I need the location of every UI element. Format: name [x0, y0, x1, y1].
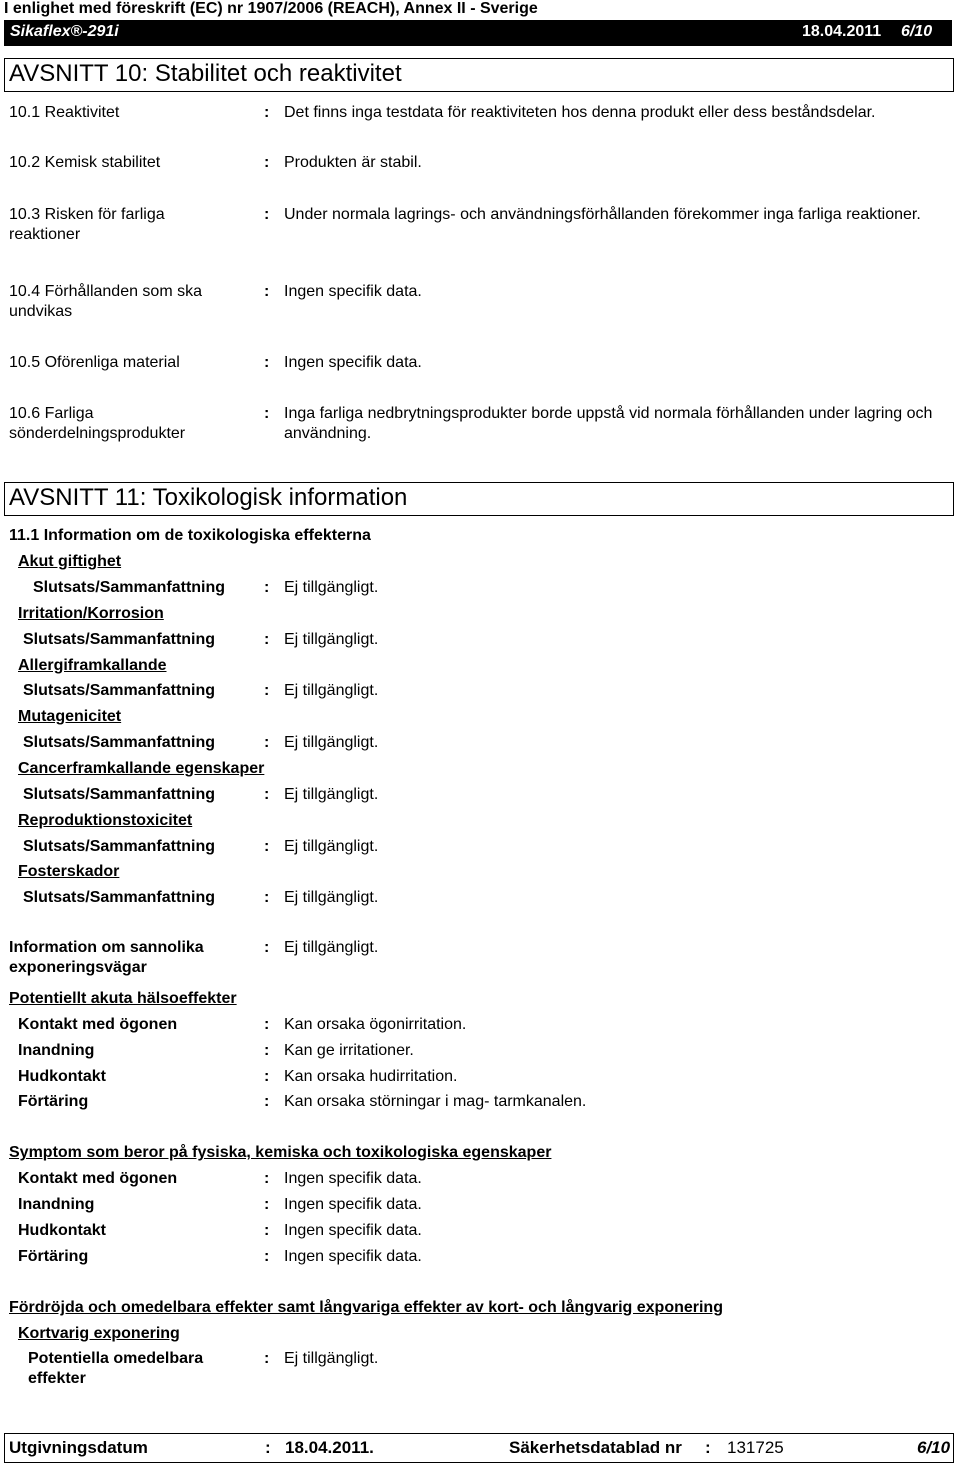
delayed-label: Potentiella omedelbara effekter — [28, 1350, 204, 1387]
row-label: 10.1 Reaktivitet — [9, 104, 120, 121]
symptoms-label: Förtäring — [18, 1248, 89, 1265]
row-value: Inga farliga nedbrytningsprodukter borde uppstå vid normala förhållanden under lagring och användning. — [284, 405, 933, 442]
colon: : — [264, 889, 270, 906]
group-heading: Reproduktionstoxicitet — [18, 812, 193, 829]
section-10-title: AVSNITT 10: Stabilitet och reaktivitet — [4, 58, 954, 92]
colon: : — [264, 1350, 270, 1367]
header-page-number: 6/10 — [901, 23, 933, 40]
document-header — [0, 0, 960, 46]
delayed-value: Ej tillgängligt. — [284, 1350, 379, 1367]
group-value: Ej tillgängligt. — [284, 786, 379, 803]
group-label: Slutsats/Sammanfattning — [23, 838, 216, 855]
colon: : — [264, 1170, 270, 1187]
colon: : — [264, 283, 270, 300]
row-value: Produkten är stabil. — [284, 154, 422, 171]
sds-number-value: 131725 — [727, 1438, 784, 1457]
group-value: Ej tillgängligt. — [284, 579, 379, 596]
group-label: Slutsats/Sammanfattning — [23, 734, 216, 751]
symptoms-value: Ingen specifik data. — [284, 1196, 422, 1213]
colon: : — [264, 734, 270, 751]
row-label: 10.4 Förhållanden som ska undvikas — [9, 283, 202, 320]
colon: : — [264, 104, 270, 121]
delayed-subheading: Kortvarig exponering — [18, 1325, 180, 1342]
colon: : — [264, 786, 270, 803]
issue-date-value: 18.04.2011. — [285, 1438, 374, 1457]
symptoms-value: Ingen specifik data. — [284, 1170, 422, 1187]
exposure-value: Ej tillgängligt. — [284, 939, 379, 956]
acute-value: Kan orsaka ögonirritation. — [284, 1016, 467, 1033]
group-value: Ej tillgängligt. — [284, 631, 379, 648]
group-label: Slutsats/Sammanfattning — [23, 682, 216, 699]
row-value: Det finns inga testdata för reaktiviteten hos denna produkt eller dess beståndsdelar. — [284, 104, 876, 121]
section-11-subtitle: 11.1 Information om de toxikologiska effekterna — [9, 527, 371, 544]
acute-heading: Potentiellt akuta hälsoeffekter — [9, 990, 237, 1007]
section-11-title: AVSNITT 11: Toxikologisk information — [4, 482, 954, 516]
group-heading: Fosterskador — [18, 863, 120, 880]
symptoms-value: Ingen specifik data. — [284, 1248, 422, 1265]
colon: : — [264, 206, 270, 223]
header-date: 18.04.2011 — [802, 23, 882, 40]
row-label: 10.2 Kemisk stabilitet — [9, 154, 161, 171]
colon: : — [265, 1438, 271, 1457]
colon: : — [264, 1196, 270, 1213]
acute-value: Kan orsaka hudirritation. — [284, 1068, 458, 1085]
regulation-line: I enlighet med föreskrift (EC) nr 1907/2006 (REACH), Annex II - Sverige — [4, 0, 538, 17]
colon: : — [264, 1248, 270, 1265]
colon: : — [264, 1093, 270, 1110]
row-label: 10.6 Farliga sönderdelningsprodukter — [9, 405, 186, 442]
sds-number-label: Säkerhetsdatablad nr — [509, 1438, 682, 1457]
acute-label: Förtäring — [18, 1093, 89, 1110]
acute-label: Hudkontakt — [18, 1068, 106, 1085]
group-value: Ej tillgängligt. — [284, 682, 379, 699]
group-value: Ej tillgängligt. — [284, 838, 379, 855]
symptoms-value: Ingen specifik data. — [284, 1222, 422, 1239]
row-value: Ingen specifik data. — [284, 283, 422, 300]
group-heading: Cancerframkallande egenskaper — [18, 760, 265, 777]
group-label: Slutsats/Sammanfattning — [23, 889, 216, 906]
group-heading: Mutagenicitet — [18, 708, 122, 725]
row-label: 10.3 Risken för farliga reaktioner — [9, 206, 165, 243]
colon: : — [264, 939, 270, 956]
colon: : — [264, 1042, 270, 1059]
colon: : — [264, 405, 270, 422]
delayed-heading: Fördröjda och omedelbara effekter samt långvariga effekter av kort- och långvarig exponering — [9, 1299, 723, 1316]
colon: : — [264, 631, 270, 648]
product-name: Sikaflex®-291i — [10, 23, 119, 40]
colon: : — [264, 579, 270, 596]
row-label: 10.5 Oförenliga material — [9, 354, 180, 371]
colon: : — [264, 1222, 270, 1239]
symptoms-label: Inandning — [18, 1196, 95, 1213]
group-heading: Akut giftighet — [18, 553, 122, 570]
colon: : — [264, 1068, 270, 1085]
group-label: Slutsats/Sammanfattning — [23, 631, 216, 648]
group-value: Ej tillgängligt. — [284, 889, 379, 906]
colon: : — [264, 154, 270, 171]
acute-label: Kontakt med ögonen — [18, 1016, 178, 1033]
group-label: Slutsats/Sammanfattning — [23, 786, 216, 803]
acute-value: Kan orsaka störningar i mag- tarmkanalen. — [284, 1093, 587, 1110]
symptoms-label: Kontakt med ögonen — [18, 1170, 178, 1187]
row-value: Under normala lagrings- och användningsförhållanden förekommer inga farliga reaktioner. — [284, 206, 921, 223]
group-label: Slutsats/Sammanfattning — [33, 579, 226, 596]
symptoms-label: Hudkontakt — [18, 1222, 106, 1239]
group-heading: Irritation/Korrosion — [18, 605, 164, 622]
exposure-label: Information om sannolika exponeringsvägar — [9, 939, 204, 976]
row-value: Ingen specifik data. — [284, 354, 422, 371]
document-footer — [4, 1433, 954, 1463]
colon: : — [264, 354, 270, 371]
group-heading: Allergiframkallande — [18, 657, 167, 674]
colon: : — [264, 838, 270, 855]
colon: : — [264, 1016, 270, 1033]
colon: : — [264, 682, 270, 699]
header-bar — [4, 20, 952, 46]
group-value: Ej tillgängligt. — [284, 734, 379, 751]
issue-date-label: Utgivningsdatum — [9, 1438, 148, 1457]
acute-value: Kan ge irritationer. — [284, 1042, 414, 1059]
footer-page-number: 6/10 — [917, 1438, 951, 1457]
symptoms-heading: Symptom som beror på fysiska, kemiska och toxikologiska egenskaper — [9, 1144, 552, 1161]
colon: : — [705, 1438, 711, 1457]
acute-label: Inandning — [18, 1042, 95, 1059]
